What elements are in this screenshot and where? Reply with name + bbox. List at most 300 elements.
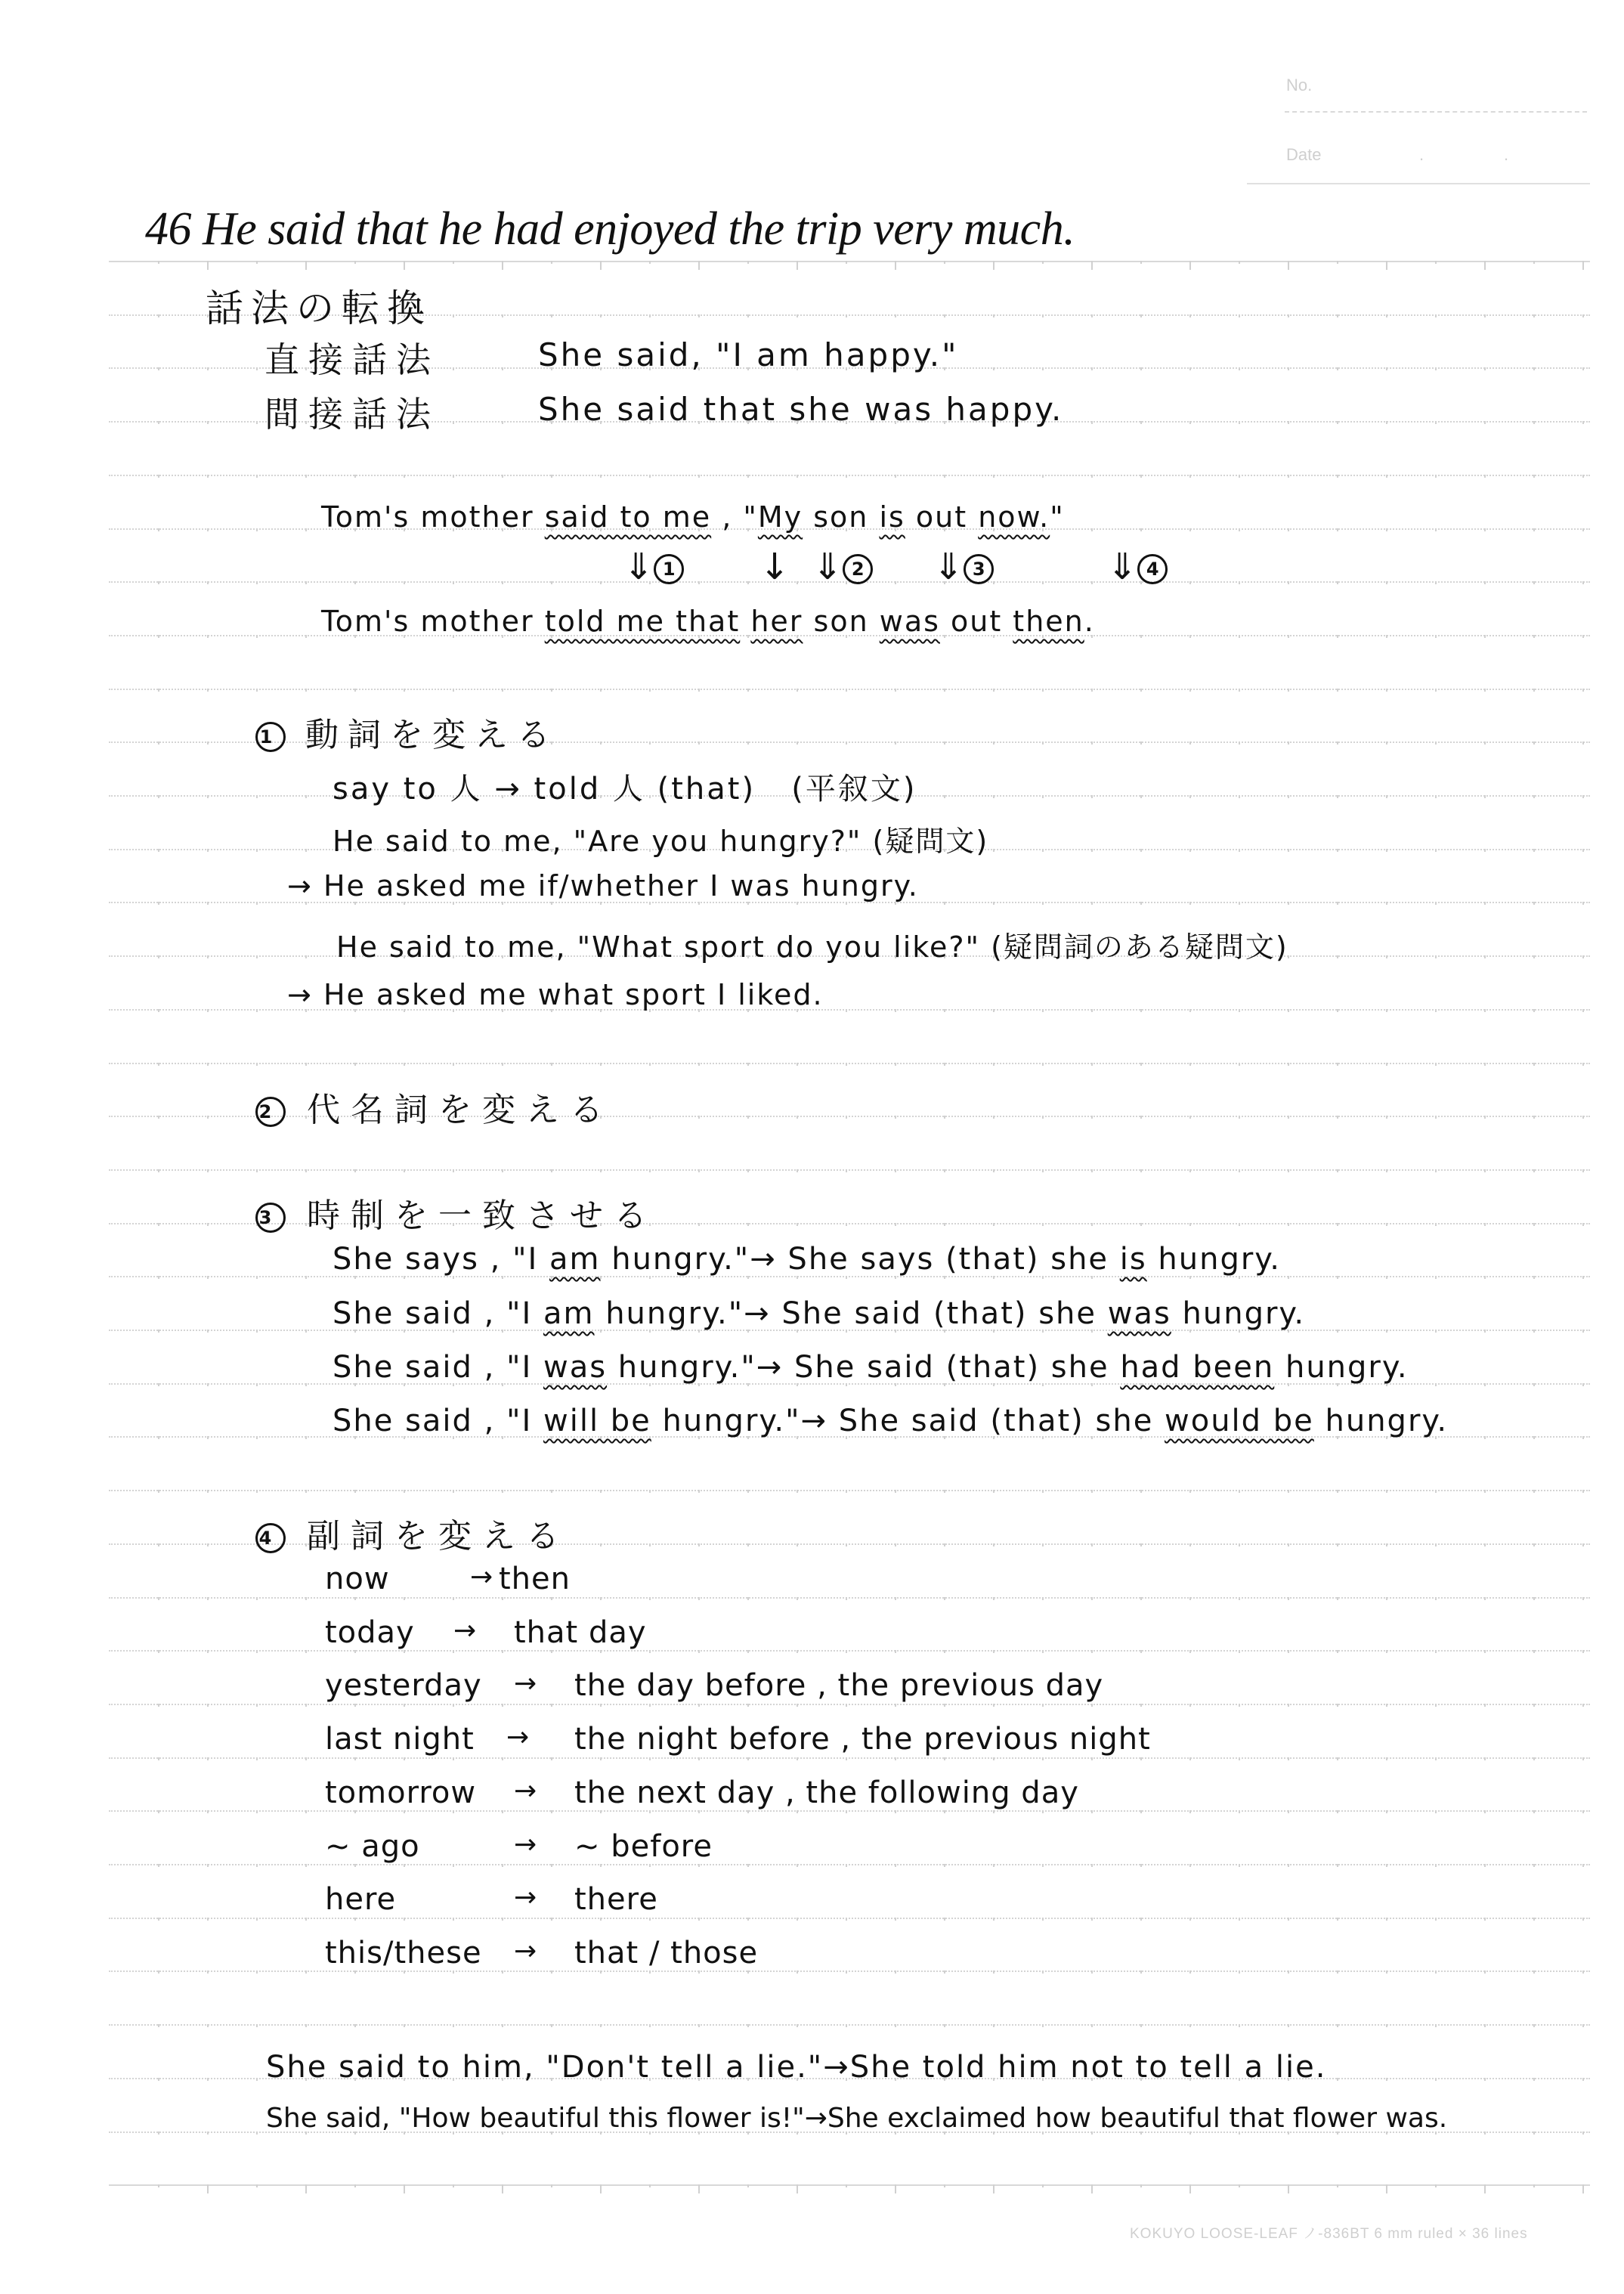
rule-tick (1091, 261, 1093, 270)
rule-tick (846, 1116, 847, 1119)
rule-tick (1533, 902, 1535, 905)
rule-tick (404, 2024, 405, 2027)
rule-tick (1386, 741, 1387, 745)
circled-number-4: 4 (255, 1523, 286, 1553)
result-verb: had been (1120, 1350, 1275, 1385)
rule-tick (1140, 1597, 1142, 1600)
rule-tick (1533, 689, 1535, 692)
rule-tick (1484, 1063, 1486, 1066)
rule-tick (1091, 421, 1093, 424)
rule-tick (305, 2024, 307, 2027)
rule-tick (1189, 635, 1191, 638)
rule-tick (502, 1490, 503, 1493)
rule-tick (1091, 475, 1093, 478)
circled-number-1: 1 (654, 554, 684, 584)
rule-tick (453, 1490, 454, 1493)
section2-heading (255, 1082, 614, 1131)
rule-tick (551, 1704, 552, 1707)
rule-tick (1288, 1009, 1289, 1012)
rule-tick (207, 1650, 209, 1653)
quote-verb: will be (543, 1404, 651, 1438)
rule-tick (846, 1704, 847, 1707)
rule-tick (354, 689, 356, 692)
rule-tick (600, 1704, 602, 1707)
rule-tick (993, 795, 995, 798)
rule-tick (1533, 849, 1535, 852)
rule-tick (1239, 421, 1240, 424)
rule-tick (158, 1223, 159, 1226)
rule-tick (649, 1810, 651, 1813)
rule-tick (207, 2078, 209, 2081)
rule-tick (404, 261, 405, 270)
rule-tick (698, 1543, 700, 1546)
indirect-verb: told me that (544, 605, 741, 638)
rule-tick (993, 849, 995, 852)
rule-tick (256, 2078, 258, 2081)
rule-tick (354, 2184, 356, 2187)
rule-tick (1091, 528, 1093, 531)
rule-tick (747, 1116, 749, 1119)
rule-tick (1288, 795, 1289, 798)
rule-tick (747, 1704, 749, 1707)
rule-tick (747, 1864, 749, 1867)
rule-tick (1091, 902, 1093, 905)
rule-tick (1288, 2184, 1289, 2193)
rule-tick (846, 1970, 847, 1974)
quote-pre: "I (506, 1350, 543, 1385)
rule-tick (993, 1543, 995, 1546)
rule-tick (158, 1918, 159, 1921)
rule-tick (747, 1169, 749, 1172)
rule-tick (1386, 314, 1387, 317)
rule-tick (1091, 741, 1093, 745)
rule-tick (158, 2184, 159, 2187)
rule-tick (846, 1810, 847, 1813)
adverb-to: that / those (574, 1936, 759, 1970)
rule-tick (698, 1650, 700, 1653)
rule-tick (1533, 528, 1535, 531)
ruled-line (109, 475, 1590, 476)
rule-tick (1042, 581, 1044, 584)
rule-tick (1582, 1436, 1584, 1439)
rule-tick (1533, 1864, 1535, 1867)
rule-tick (649, 741, 651, 745)
rule-tick (1239, 2184, 1240, 2187)
rule-tick (600, 314, 602, 317)
rule-tick (797, 1597, 798, 1600)
rule-tick (404, 1063, 405, 1066)
rule-tick (1337, 1757, 1338, 1760)
rule-tick (207, 1490, 209, 1493)
rule-tick (158, 1383, 159, 1386)
line-note: (平叙文) (791, 772, 917, 806)
rule-tick (797, 741, 798, 745)
rule-tick (1189, 1704, 1191, 1707)
rule-tick (256, 955, 258, 958)
rule-tick (1582, 528, 1584, 531)
rule-tick (1386, 1597, 1387, 1600)
rule-tick (1533, 1810, 1535, 1813)
rule-tick (1337, 1276, 1338, 1279)
rule-tick (158, 955, 159, 958)
rule-tick (1140, 689, 1142, 692)
rule-tick (797, 1116, 798, 1119)
rule-tick (207, 955, 209, 958)
rule-tick (1140, 1970, 1142, 1974)
rule-tick (354, 1970, 356, 1974)
rule-tick (1337, 314, 1338, 317)
rule-tick (846, 2184, 847, 2187)
rule-tick (1484, 1436, 1486, 1439)
rule-tick (1091, 689, 1093, 692)
rule-tick (1582, 1757, 1584, 1760)
rule-tick (453, 2024, 454, 2027)
rule-tick (1386, 689, 1387, 692)
rule-tick (158, 421, 159, 424)
rule-tick (1239, 1116, 1240, 1119)
space (783, 1350, 794, 1385)
rule-tick (354, 1490, 356, 1493)
rule-tick (1189, 2024, 1191, 2027)
rule-tick (1582, 955, 1584, 958)
rule-tick (1288, 1276, 1289, 1279)
rule-tick (158, 1063, 159, 1066)
rule-tick (1239, 849, 1240, 852)
tense-example-line (333, 1296, 1305, 1331)
rule-tick (895, 1810, 896, 1813)
direct-speech-label: 直接話法 (264, 339, 440, 380)
rule-tick (993, 1810, 995, 1813)
right-arrow-icon: → (804, 2103, 827, 2134)
quote-verb: am (543, 1296, 595, 1331)
rule-tick (158, 581, 159, 584)
rule-tick (1386, 1543, 1387, 1546)
rule-tick (158, 902, 159, 905)
line-text: say to 人 → told 人 (that) (333, 772, 756, 806)
rule-tick (600, 1063, 602, 1066)
intro-heading: 話法の転換 (206, 286, 432, 330)
rule-tick (1288, 1490, 1289, 1493)
rule-tick (305, 1757, 307, 1760)
rule-tick (1140, 849, 1142, 852)
rule-tick (1239, 1757, 1240, 1760)
rule-tick (1435, 475, 1437, 478)
rule-tick (256, 1970, 258, 1974)
intro-text: She says (333, 1242, 479, 1277)
rule-tick (1239, 1009, 1240, 1012)
rule-tick (1091, 1757, 1093, 1760)
rule-tick (551, 1650, 552, 1653)
rule-tick (1484, 314, 1486, 317)
adverb-from: last night (325, 1722, 475, 1757)
rule-tick (944, 1223, 945, 1226)
rule-tick (305, 1063, 307, 1066)
indirect-prefix: Tom's mother (321, 605, 545, 638)
rule-tick (453, 689, 454, 692)
rule-tick (944, 1757, 945, 1760)
marker-4 (1107, 546, 1168, 588)
rule-tick (698, 1169, 700, 1172)
line-text: He asked me what sport I liked. (323, 978, 824, 1011)
rule-tick (207, 689, 209, 692)
rule-tick (256, 1490, 258, 1493)
ruled-line (109, 1597, 1590, 1599)
rule-tick (1533, 475, 1535, 478)
rule-tick (502, 1810, 503, 1813)
rule-tick (797, 1918, 798, 1921)
rule-tick (600, 1490, 602, 1493)
rule-tick (453, 1063, 454, 1066)
rule-tick (1189, 1970, 1191, 1974)
rule-tick (207, 1436, 209, 1439)
rule-tick (1288, 314, 1289, 317)
rule-tick (944, 795, 945, 798)
circled-number-3: 3 (964, 554, 994, 584)
rule-tick (1140, 1116, 1142, 1119)
rule-tick (698, 2024, 700, 2027)
rule-tick (1435, 2184, 1437, 2187)
indirect-text: She exclaimed how beautiful that flower was. (827, 2103, 1448, 2134)
rule-tick (305, 1704, 307, 1707)
rule-tick (1337, 1116, 1338, 1119)
rule-tick (1582, 314, 1584, 317)
rule-tick (698, 2184, 700, 2193)
rule-tick (944, 2184, 945, 2187)
rule-tick (1239, 1490, 1240, 1493)
rule-tick (1582, 1490, 1584, 1493)
rule-tick (158, 1436, 159, 1439)
adverb-to: then (499, 1562, 571, 1596)
rule-tick (305, 689, 307, 692)
rule-tick (1435, 2024, 1437, 2027)
quote-pre: "I (506, 1296, 543, 1331)
rule-tick (256, 1063, 258, 1066)
circled-number-2: 2 (255, 1097, 286, 1127)
adverb-from: ~ ago (325, 1829, 420, 1864)
ruled-line (109, 1169, 1590, 1171)
rule-tick (993, 741, 995, 745)
rule-tick (747, 741, 749, 745)
rule-tick (1533, 795, 1535, 798)
rule-tick (1189, 581, 1191, 584)
double-down-arrow-icon: ⇓ (1107, 546, 1138, 588)
rule-tick (453, 1864, 454, 1867)
rule-tick (993, 902, 995, 905)
comma: , (478, 1242, 513, 1277)
rule-tick (256, 1597, 258, 1600)
rule-tick (404, 1918, 405, 1921)
rule-tick (1386, 1009, 1387, 1012)
rule-tick (502, 1757, 503, 1760)
rule-tick (1484, 1330, 1486, 1333)
rule-tick (797, 1543, 798, 1546)
rule-tick (256, 1009, 258, 1012)
rule-tick (698, 475, 700, 478)
rule-tick (1337, 1223, 1338, 1226)
rule-tick (1582, 475, 1584, 478)
rule-tick (1337, 1810, 1338, 1813)
rule-tick (1042, 1543, 1044, 1546)
rule-tick (158, 1276, 159, 1279)
rule-tick (1091, 1650, 1093, 1653)
rule-tick (993, 1918, 995, 1921)
no-field-line (1285, 111, 1587, 113)
tense-example-line (333, 1404, 1448, 1438)
rule-tick (158, 1116, 159, 1119)
rule-tick (1533, 421, 1535, 424)
rule-tick (1288, 741, 1289, 745)
rule-tick (1435, 528, 1437, 531)
rule-tick (158, 741, 159, 745)
rule-tick (158, 689, 159, 692)
ruled-line (109, 1063, 1590, 1064)
rule-tick (1288, 1970, 1289, 1974)
rule-tick (256, 367, 258, 370)
line-text: He asked me if/whether I was hungry. (323, 869, 919, 902)
rule-tick (600, 1543, 602, 1546)
rule-tick (158, 1757, 159, 1760)
rule-tick (1582, 1970, 1584, 1974)
rule-tick (1582, 1276, 1584, 1279)
rule-tick (1239, 1864, 1240, 1867)
rule-tick (649, 1918, 651, 1921)
rule-tick (1091, 1543, 1093, 1546)
adverb-to: there (574, 1882, 658, 1917)
rule-tick (256, 1436, 258, 1439)
rule-tick (158, 2024, 159, 2027)
rule-tick (404, 1810, 405, 1813)
page-title: 46 He said that he had enjoyed the trip very much. (145, 203, 1075, 255)
rule-tick (1386, 1490, 1387, 1493)
rule-tick (944, 261, 945, 264)
ruled-line (109, 1650, 1590, 1652)
rule-tick (1435, 1597, 1437, 1600)
rule-tick (1140, 475, 1142, 478)
rule-tick (747, 1810, 749, 1813)
rule-tick (1140, 635, 1142, 638)
rule-tick (1386, 849, 1387, 852)
rule-tick (600, 1810, 602, 1813)
rule-tick (698, 1970, 700, 1974)
marker-3 (933, 546, 994, 588)
rule-tick (1386, 581, 1387, 584)
rule-tick (1091, 849, 1093, 852)
rule-tick (1582, 1864, 1584, 1867)
rule-tick (698, 1223, 700, 1226)
line-note: (疑問詞のある疑問文) (991, 930, 1288, 964)
rule-tick (502, 1704, 503, 1707)
date-separator-2: . (1504, 145, 1509, 164)
double-down-arrow-icon: ⇓ (933, 546, 964, 588)
rule-tick (747, 2184, 749, 2187)
adverb-to: the next day , the following day (574, 1775, 1079, 1810)
rule-tick (993, 1223, 995, 1226)
rule-tick (1042, 1490, 1044, 1493)
rule-tick (207, 528, 209, 531)
indirect-tense: was (879, 605, 940, 638)
rule-tick (797, 1704, 798, 1707)
quote-post: hungry." (651, 1404, 801, 1438)
rule-tick (797, 1864, 798, 1867)
rule-tick (649, 1704, 651, 1707)
rule-tick (1288, 1757, 1289, 1760)
rule-tick (1582, 1169, 1584, 1172)
indirect-period: . (1084, 605, 1095, 638)
rule-tick (797, 1169, 798, 1172)
rule-tick (747, 1918, 749, 1921)
rule-tick (698, 581, 700, 584)
rule-tick (158, 314, 159, 317)
result-pre: She said (that) she (794, 1350, 1121, 1385)
rule-tick (1140, 1490, 1142, 1493)
rule-tick (158, 1169, 159, 1172)
rule-tick (551, 1490, 552, 1493)
ruled-line (109, 1810, 1590, 1812)
rule-tick (1386, 1704, 1387, 1707)
right-arrow-icon: → (514, 1936, 537, 1967)
rule-tick (600, 475, 602, 478)
rule-tick (1091, 367, 1093, 370)
rule-tick (1189, 1543, 1191, 1546)
rule-tick (895, 261, 896, 270)
rule-tick (207, 902, 209, 905)
marker-1 (623, 546, 684, 588)
rule-tick (1239, 1810, 1240, 1813)
rule-tick (1435, 1116, 1437, 1119)
rule-tick (453, 475, 454, 478)
rule-tick (944, 1918, 945, 1921)
rule-tick (1435, 581, 1437, 584)
rule-tick (256, 635, 258, 638)
rule-tick (158, 635, 159, 638)
direct-pronoun: My (757, 500, 803, 534)
rule-tick (1386, 955, 1387, 958)
space (771, 1296, 782, 1331)
rule-tick (993, 2024, 995, 2027)
rule-tick (404, 1970, 405, 1974)
rule-tick (256, 1383, 258, 1386)
date-label: Date (1286, 145, 1322, 164)
rule-tick (256, 2131, 258, 2135)
line-text: He said to me, "What sport do you like?" (336, 930, 980, 964)
rule-tick (1239, 1223, 1240, 1226)
rule-tick (1337, 528, 1338, 531)
rule-tick (1337, 261, 1338, 264)
rule-tick (404, 1864, 405, 1867)
quote-verb: am (549, 1242, 601, 1277)
ruled-line (109, 1918, 1590, 1919)
rule-tick (1533, 1650, 1535, 1653)
ruled-line (109, 1757, 1590, 1759)
rule-tick (1435, 1810, 1437, 1813)
rule-tick (305, 1169, 307, 1172)
rule-tick (1533, 1490, 1535, 1493)
rule-tick (1337, 741, 1338, 745)
rule-tick (1288, 902, 1289, 905)
rule-tick (1435, 1383, 1437, 1386)
section3-heading (255, 1188, 657, 1237)
rule-tick (256, 1810, 258, 1813)
rule-tick (1239, 2024, 1240, 2027)
rule-tick (1582, 1650, 1584, 1653)
indirect-text: She told him not to tell a lie. (849, 2050, 1327, 2085)
rule-tick (1582, 1543, 1584, 1546)
rule-tick (993, 261, 995, 270)
rule-tick (1484, 1597, 1486, 1600)
rule-tick (1484, 1223, 1486, 1226)
rule-tick (404, 2184, 405, 2193)
rule-tick (944, 1864, 945, 1867)
